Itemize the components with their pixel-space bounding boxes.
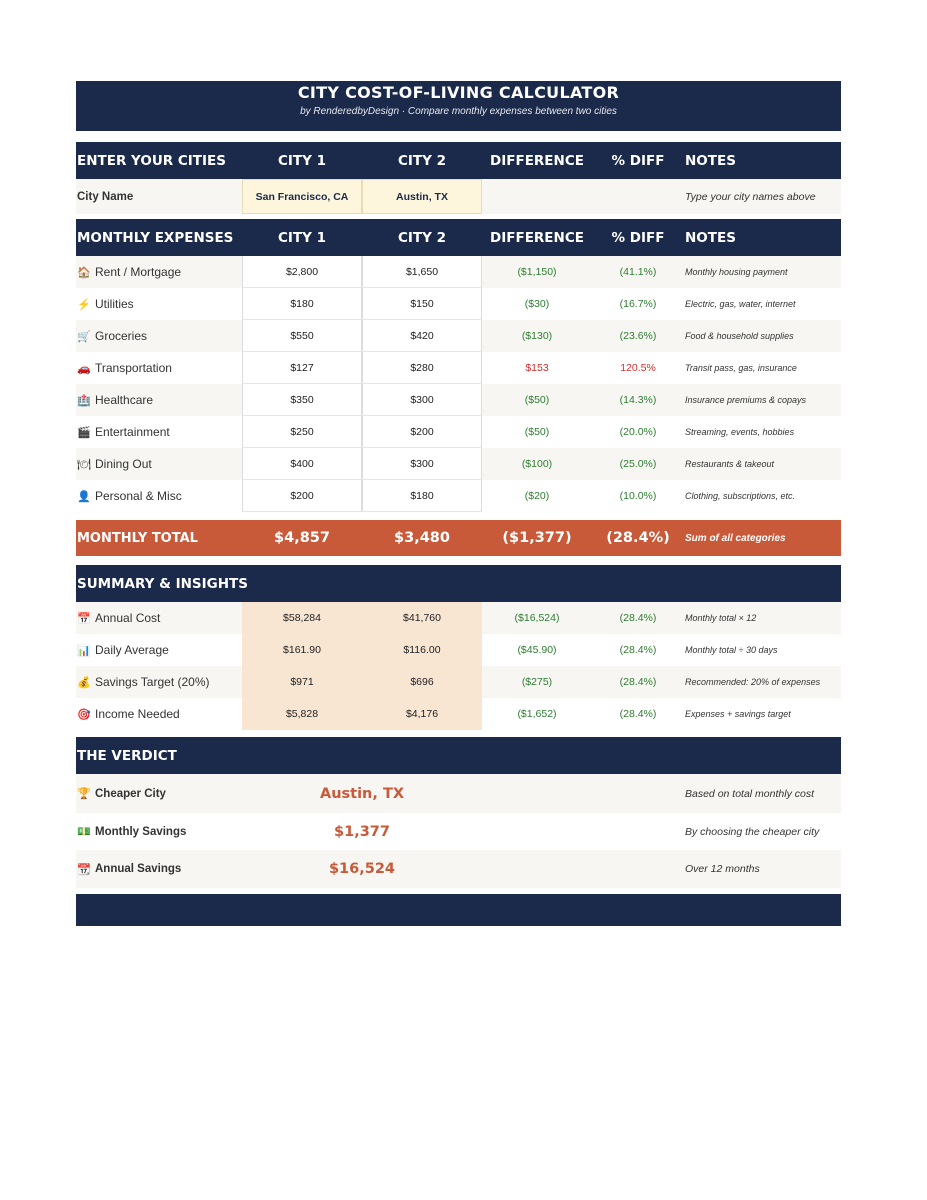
- col-diff-header: DIFFERENCE: [490, 229, 584, 246]
- expense-pct: (20.0%): [619, 426, 657, 438]
- summary-note: Expenses + savings target: [685, 709, 791, 719]
- expense-city1-input[interactable]: $127: [242, 352, 362, 384]
- expense-city1-input[interactable]: $2,800: [242, 256, 362, 288]
- page-subtitle: by RenderedbyDesign · Compare monthly expenses between two cities: [300, 106, 617, 117]
- expense-city2-input[interactable]: $1,650: [362, 256, 482, 288]
- hospital-icon: 🏥: [77, 394, 91, 407]
- summary-city2: $116.00: [362, 634, 482, 666]
- expense-diff: ($50): [524, 394, 550, 406]
- total-label: MONTHLY TOTAL: [77, 530, 198, 546]
- summary-diff: ($45.90): [517, 644, 557, 656]
- expense-label-cell: [76, 448, 241, 480]
- summary-note: Recommended: 20% of expenses: [685, 677, 821, 687]
- expense-city2-input[interactable]: $420: [362, 320, 482, 352]
- verdict-label: Annual Savings: [95, 863, 182, 875]
- verdict-note: Over 12 months: [685, 863, 760, 875]
- expense-city2-input[interactable]: $300: [362, 384, 482, 416]
- summary-rows: [76, 602, 841, 730]
- expense-note: Restaurants & takeout: [685, 459, 775, 469]
- expense-label-cell: [76, 384, 241, 416]
- expense-label: Dining Out: [95, 457, 152, 471]
- monthly-total-row: [76, 520, 841, 556]
- expense-label-cell: [76, 320, 241, 352]
- total-diff: ($1,377): [502, 530, 572, 546]
- total-city2: $3,480: [394, 530, 450, 546]
- expense-note: Monthly housing payment: [685, 267, 788, 277]
- summary-diff: ($16,524): [514, 612, 560, 624]
- expense-label: Personal & Misc: [95, 489, 182, 503]
- expense-label: Transportation: [95, 361, 172, 375]
- verdict-label: Cheaper City: [95, 787, 166, 800]
- calendar-icon: 📆: [77, 863, 91, 876]
- verdict-label-cell: [76, 850, 241, 888]
- col-city2-header: CITY 2: [397, 229, 446, 246]
- expense-diff: ($20): [524, 490, 550, 502]
- expense-pct: (41.1%): [619, 266, 657, 278]
- summary-row: [76, 666, 841, 698]
- expense-pct: 120.5%: [620, 362, 656, 374]
- expense-row: [76, 480, 841, 512]
- summary-diff: ($275): [521, 676, 553, 688]
- expense-city2-input[interactable]: $280: [362, 352, 482, 384]
- banknote-icon: 💵: [77, 826, 91, 838]
- expense-pct: (10.0%): [619, 490, 657, 502]
- expense-city1-input[interactable]: $400: [242, 448, 362, 480]
- expense-diff: ($50): [524, 426, 550, 438]
- expense-diff: ($100): [521, 458, 553, 470]
- col-pct-header: % DIFF: [611, 152, 665, 169]
- calendar-icon: 📅: [77, 612, 91, 625]
- col-city2-header: CITY 2: [397, 152, 446, 169]
- expense-note: Food & household supplies: [685, 331, 794, 341]
- expense-label: Rent / Mortgage: [95, 265, 182, 279]
- cart-icon: 🛒: [77, 330, 91, 343]
- expense-rows: [76, 256, 841, 512]
- city-name-label: City Name: [77, 190, 134, 203]
- summary-pct: (28.4%): [619, 676, 657, 688]
- verdict-rows: [76, 774, 841, 888]
- expense-city1-input[interactable]: $550: [242, 320, 362, 352]
- city1-input[interactable]: San Francisco, CA: [242, 179, 362, 214]
- expense-note: Streaming, events, hobbies: [685, 427, 795, 437]
- verdict-value: Austin, TX: [319, 785, 405, 802]
- expense-city2-input[interactable]: $200: [362, 416, 482, 448]
- expense-label-cell: [76, 288, 241, 320]
- col-pct-header: % DIFF: [611, 229, 665, 246]
- expense-pct: (23.6%): [619, 330, 657, 342]
- summary-city1: $58,284: [242, 602, 362, 634]
- expense-pct: (25.0%): [619, 458, 657, 470]
- summary-label-cell: [76, 698, 241, 730]
- summary-label-cell: [76, 602, 241, 634]
- expense-row: [76, 352, 841, 384]
- expense-row: [76, 320, 841, 352]
- total-pct: (28.4%): [606, 530, 670, 546]
- col-city1-header: CITY 1: [277, 152, 326, 169]
- verdict-row: [76, 774, 841, 813]
- summary-diff: ($1,652): [517, 708, 557, 720]
- expense-diff: ($30): [524, 298, 550, 310]
- summary-city2: $41,760: [362, 602, 482, 634]
- summary-row: [76, 602, 841, 634]
- expense-diff: ($1,150): [517, 266, 557, 278]
- expense-label-cell: [76, 352, 241, 384]
- expense-pct: (16.7%): [619, 298, 657, 310]
- summary-label: Savings Target (20%): [95, 675, 210, 689]
- expenses-heading: MONTHLY EXPENSES: [77, 229, 234, 246]
- col-city1-header: CITY 1: [277, 229, 326, 246]
- expense-city2-input[interactable]: $180: [362, 480, 482, 512]
- summary-label-cell: [76, 666, 241, 698]
- verdict-row: [76, 850, 841, 888]
- city-name-row: [76, 179, 841, 214]
- verdict-label-cell: [76, 813, 241, 850]
- verdict-label-cell: [76, 774, 241, 813]
- lightning-icon: ⚡: [77, 298, 91, 311]
- expense-row: [76, 288, 841, 320]
- summary-row: [76, 634, 841, 666]
- verdict-label: Monthly Savings: [95, 825, 187, 838]
- summary-city1: $161.90: [242, 634, 362, 666]
- expense-label-cell: [76, 480, 241, 512]
- expense-city2-input[interactable]: $300: [362, 448, 482, 480]
- target-icon: 🎯: [77, 708, 91, 721]
- expense-city2-input[interactable]: $150: [362, 288, 482, 320]
- expense-label: Utilities: [95, 297, 134, 311]
- summary-header: [76, 565, 841, 602]
- expense-diff: $153: [525, 362, 549, 374]
- verdict-note: By choosing the cheaper city: [685, 825, 820, 838]
- summary-label: Annual Cost: [95, 611, 161, 625]
- car-icon: 🚗: [77, 362, 91, 375]
- city2-input[interactable]: Austin, TX: [362, 179, 482, 214]
- col-notes-header: NOTES: [685, 229, 736, 246]
- expense-city1-input[interactable]: $250: [242, 416, 362, 448]
- title-banner: [76, 81, 841, 131]
- col-diff-header: DIFFERENCE: [490, 152, 584, 169]
- expense-label-cell: [76, 416, 241, 448]
- expense-row: [76, 256, 841, 288]
- verdict-value: $1,377: [334, 823, 390, 840]
- verdict-row: [76, 813, 841, 850]
- expense-note: Transit pass, gas, insurance: [685, 363, 797, 373]
- summary-row: [76, 698, 841, 730]
- total-note: Sum of all categories: [685, 532, 786, 544]
- verdict-header: [76, 737, 841, 774]
- expense-label: Entertainment: [95, 425, 170, 439]
- expense-row: [76, 416, 841, 448]
- summary-city1: $5,828: [242, 698, 362, 730]
- expense-pct: (14.3%): [619, 394, 657, 406]
- summary-label: Daily Average: [95, 643, 169, 657]
- summary-label-cell: [76, 634, 241, 666]
- plate-icon: 🍽: [77, 458, 91, 471]
- expense-note: Clothing, subscriptions, etc.: [685, 491, 796, 501]
- summary-heading: SUMMARY & INSIGHTS: [77, 575, 248, 592]
- trophy-icon: 🏆: [77, 788, 91, 800]
- col-notes-header: NOTES: [685, 152, 736, 169]
- expense-label-cell: [76, 256, 241, 288]
- total-city1: $4,857: [274, 530, 330, 546]
- calculator-sheet: [76, 81, 841, 926]
- expense-label: Groceries: [95, 329, 148, 343]
- summary-pct: (28.4%): [619, 708, 657, 720]
- bar-chart-icon: 📊: [77, 644, 91, 657]
- expense-diff: ($130): [521, 330, 553, 342]
- verdict-note: Based on total monthly cost: [685, 787, 814, 800]
- cities-header: [76, 142, 841, 179]
- expense-note: Electric, gas, water, internet: [685, 299, 796, 309]
- expenses-header: [76, 219, 841, 256]
- summary-note: Monthly total × 12: [685, 613, 757, 623]
- expense-row: [76, 384, 841, 416]
- house-icon: 🏠: [77, 266, 91, 279]
- expense-label: Healthcare: [95, 393, 154, 407]
- expense-city1-input[interactable]: $180: [242, 288, 362, 320]
- expense-city1-input[interactable]: $200: [242, 480, 362, 512]
- summary-pct: (28.4%): [619, 612, 657, 624]
- expense-note: Insurance premiums & copays: [685, 395, 807, 405]
- verdict-value: $16,524: [328, 861, 396, 877]
- summary-city2: $696: [362, 666, 482, 698]
- expense-city1-input[interactable]: $350: [242, 384, 362, 416]
- summary-note: Monthly total ÷ 30 days: [685, 645, 778, 655]
- expense-row: [76, 448, 841, 480]
- clapperboard-icon: 🎬: [77, 426, 91, 439]
- summary-label: Income Needed: [95, 707, 180, 721]
- page-title: CITY COST-OF-LIVING CALCULATOR: [297, 83, 620, 102]
- person-icon: 👤: [77, 490, 91, 503]
- summary-city1: $971: [242, 666, 362, 698]
- cities-heading: ENTER YOUR CITIES: [77, 152, 226, 169]
- money-bag-icon: 💰: [77, 676, 91, 689]
- city-note: Type your city names above: [685, 190, 816, 203]
- verdict-heading: THE VERDICT: [77, 747, 177, 764]
- summary-pct: (28.4%): [619, 644, 657, 656]
- summary-city2: $4,176: [362, 698, 482, 730]
- footer-bar: [76, 894, 841, 926]
